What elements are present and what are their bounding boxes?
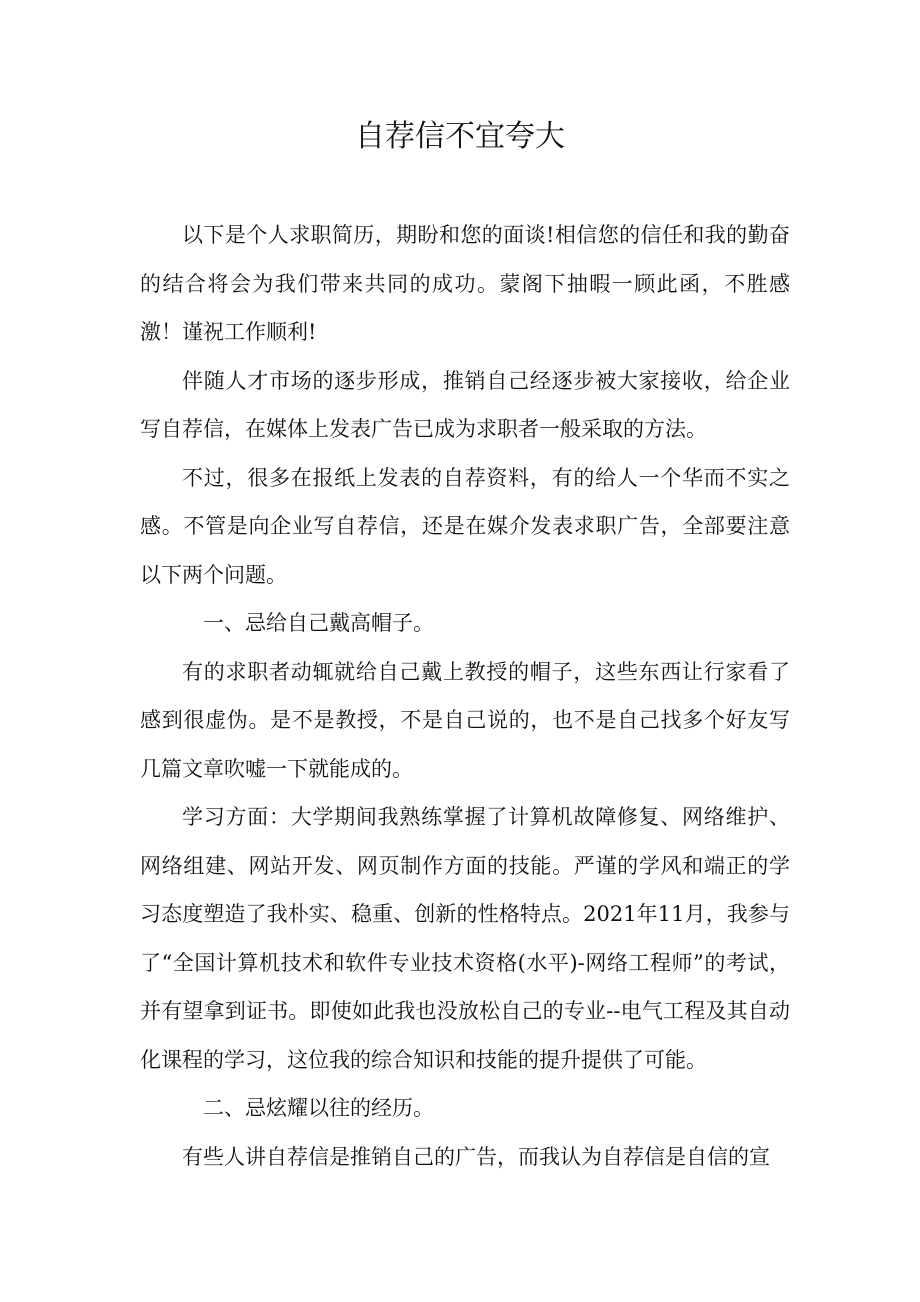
paragraph-advert: 有些人讲自荐信是推销自己的广告，而我认为自荐信是自信的宣 [182,1144,770,1169]
document-title: 自荐信不宜夸大 [355,119,565,154]
section-heading-1: 一、忌给自己戴高帽子。 [203,611,434,635]
paragraph-study: 学习方面：大学期间我熟练掌握了计算机故障修复、网络维护、网络组建、网站开发、网页制作方面的技能。严谨的学风和端正的学习态度塑造了我朴实、稳重、创新的性格特点。2021年11月，我参与了“全国计算机技术和软件专业技术资格(水平)-网络工程师”的考试，并有望拿到证书。即使如此我也没放松自己的专业--电气工程及其自动化课程的学习，这位我的综合知识和技能的提升提供了可能。 [140,805,790,1072]
paragraph-intro: 以下是个人求职简历，期盼和您的面谈!相信您的信任和我的勤奋的结合将会为我们带来共同的成功。蒙阁下抽暇一顾此函，不胜感激！谨祝工作顺利! [140,223,790,344]
paragraph-market: 伴随人才市场的逐步形成，推销自己经逐步被大家接收，给企业写自荐信，在媒体上发表广告已成为求职者一般采取的方法。 [140,368,790,441]
section-heading-2: 二、忌炫耀以往的经历。 [203,1096,434,1120]
paragraph-professor: 有的求职者动辄就给自己戴上教授的帽子，这些东西让行家看了感到很虚伪。是不是教授，不是自己说的，也不是自己找多个好友写几篇文章吹嘘一下就能成的。 [140,659,790,781]
document-body [140,211,790,1181]
paragraph-however: 不过，很多在报纸上发表的自荐资料，有的给人一个华而不实之感。不管是向企业写自荐信，还是在媒介发表求职广告，全部要注意以下两个问题。 [140,465,790,587]
